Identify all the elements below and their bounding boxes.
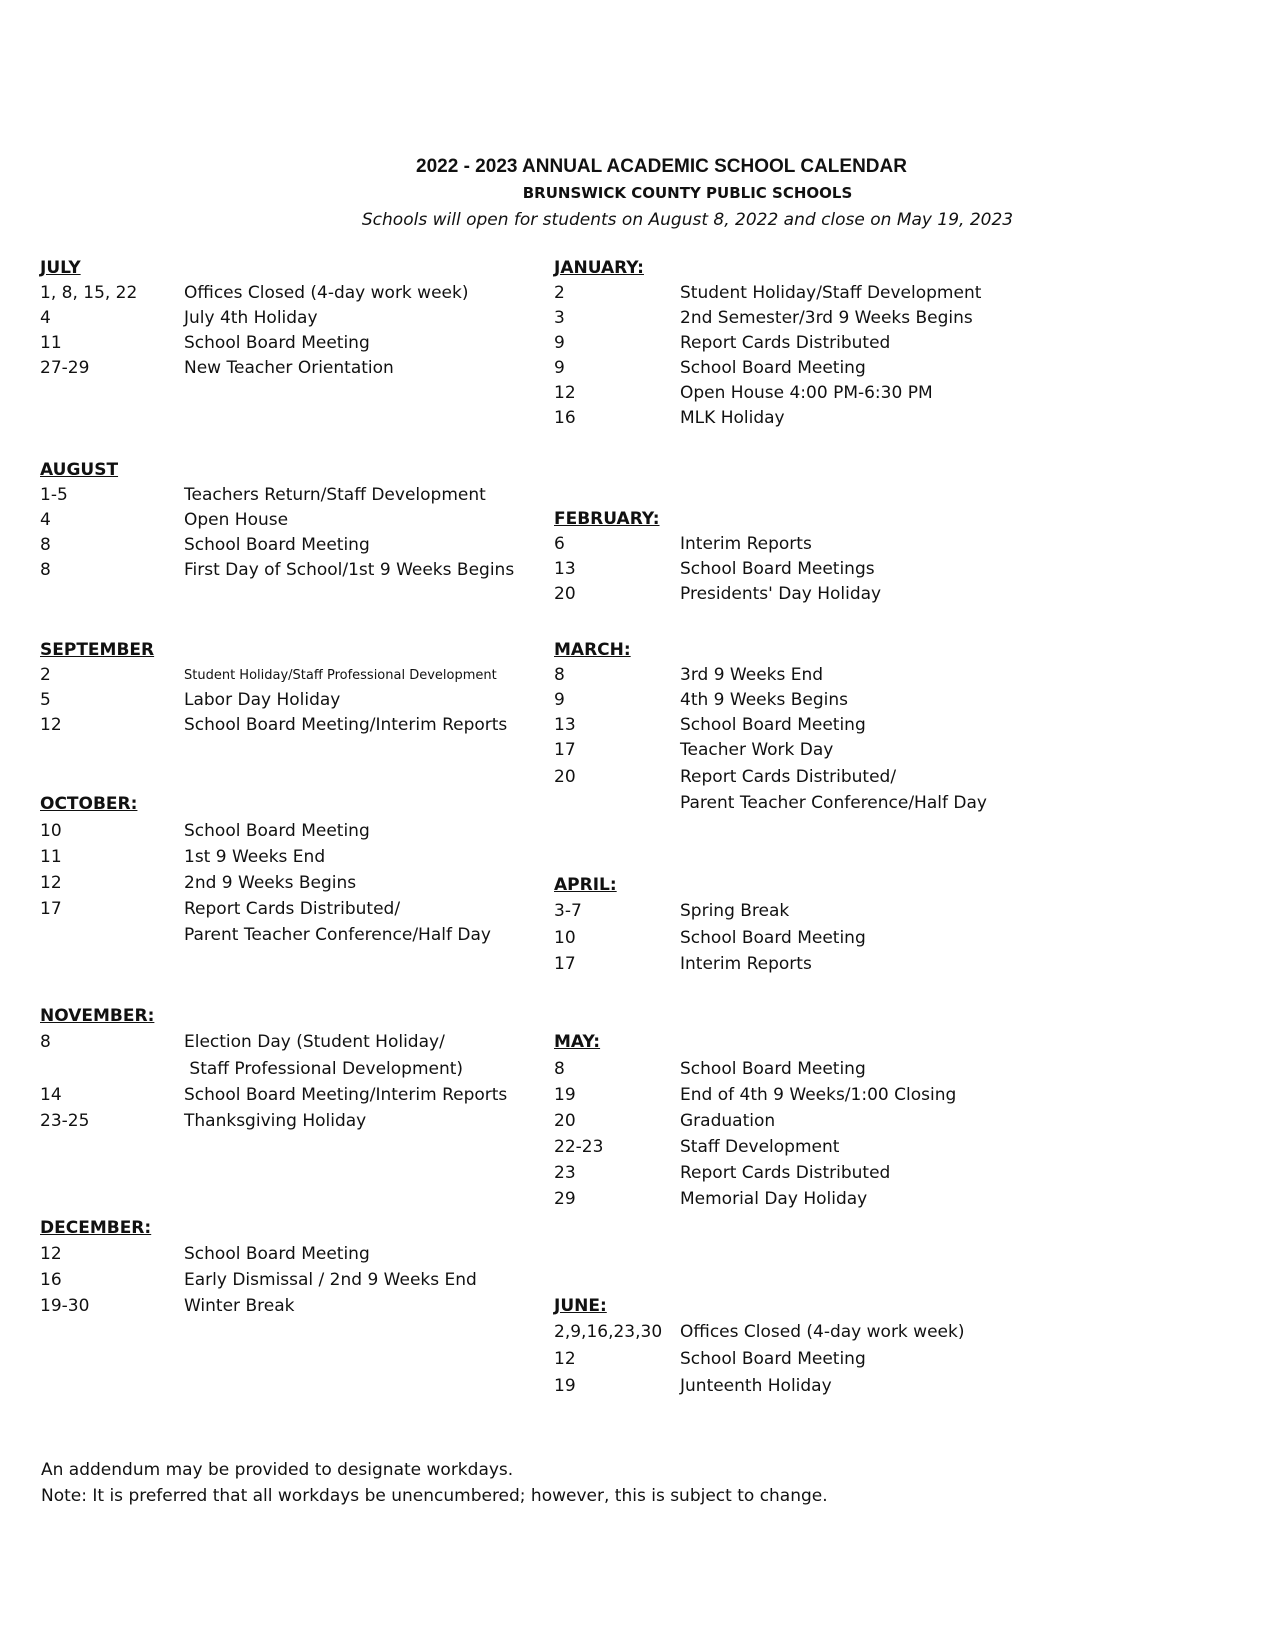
row-event: Report Cards Distributed [680,333,891,353]
row-date: 17 [554,954,576,974]
row-date: 9 [554,333,565,353]
row-date: 8 [40,1032,51,1052]
row-date: 17 [40,899,62,919]
row-date: 10 [40,821,62,841]
row-event: Early Dismissal / 2nd 9 Weeks End [184,1270,477,1290]
row-date: 20 [554,1111,576,1131]
row-date: 16 [40,1270,62,1290]
row-date: 2,9,16,23,30 [554,1322,663,1342]
row-date: 14 [40,1085,62,1105]
row-date: 8 [40,535,51,555]
row-event: School Board Meetings [680,559,875,579]
row-date: 8 [554,1059,565,1079]
month-heading: APRIL: [554,875,617,895]
row-event: School Board Meeting [680,358,866,378]
row-event: July 4th Holiday [184,308,318,328]
row-date: 19 [554,1376,576,1396]
row-date: 12 [40,715,62,735]
row-event: Report Cards Distributed/ [184,899,401,919]
row-date: 17 [554,740,576,760]
row-date: 12 [40,1244,62,1264]
row-date: 23-25 [40,1111,90,1131]
row-event: School Board Meeting [184,821,370,841]
row-date: 9 [554,358,565,378]
row-event: Election Day (Student Holiday/ [184,1032,445,1052]
row-event: Staff Development [680,1137,840,1157]
month-heading: OCTOBER: [40,794,138,814]
row-event: 4th 9 Weeks Begins [680,690,848,710]
row-event: Winter Break [184,1296,295,1316]
row-event: Report Cards Distributed [680,1163,891,1183]
row-date: 3-7 [554,901,582,921]
row-event: Offices Closed (4-day work week) [184,283,469,303]
row-date: 8 [554,665,565,685]
row-event: 2nd 9 Weeks Begins [184,873,357,893]
row-date: 29 [554,1189,576,1209]
row-event: Interim Reports [680,954,812,974]
row-event: Thanksgiving Holiday [184,1111,367,1131]
row-date: 22-23 [554,1137,604,1157]
row-date: 11 [40,847,62,867]
row-date: 4 [40,308,51,328]
row-event: School Board Meeting/Interim Reports [184,1085,508,1105]
workdays-note: Note: It is preferred that all workdays be unencumbered; however, this is subject to change. [41,1486,828,1506]
row-event: School Board Meeting [680,928,866,948]
month-heading: DECEMBER: [40,1218,152,1238]
row-event: School Board Meeting [184,333,370,353]
row-event: Presidents' Day Holiday [680,584,882,604]
row-event: Offices Closed (4-day work week) [680,1322,965,1342]
row-date: 2 [40,665,51,685]
row-date: 8 [40,560,51,580]
row-date: 13 [554,715,576,735]
month-heading: FEBRUARY: [554,509,660,529]
row-date: 12 [40,873,62,893]
row-event: Labor Day Holiday [184,690,341,710]
row-date: 6 [554,534,565,554]
row-date: 2 [554,283,565,303]
row-event: MLK Holiday [680,408,785,428]
row-event: Spring Break [680,901,790,921]
row-date: 10 [554,928,576,948]
row-date: 12 [554,383,576,403]
row-date: 20 [554,584,576,604]
row-date: 9 [554,690,565,710]
row-date: 3 [554,308,565,328]
row-event: New Teacher Orientation [184,358,394,378]
row-event: Interim Reports [680,534,812,554]
row-event: Memorial Day Holiday [680,1189,868,1209]
row-event: First Day of School/1st 9 Weeks Begins [184,560,515,580]
row-event: Student Holiday/Staff Professional Development [184,668,497,683]
row-date: 19 [554,1085,576,1105]
row-event: 3rd 9 Weeks End [680,665,824,685]
row-date: 16 [554,408,576,428]
row-event: Graduation [680,1111,776,1131]
row-event: Report Cards Distributed/ [680,767,897,787]
row-event: School Board Meeting [184,1244,370,1264]
row-date: 23 [554,1163,576,1183]
row-date: 5 [40,690,51,710]
month-heading: NOVEMBER: [40,1006,155,1026]
row-event: 1st 9 Weeks End [184,847,326,867]
row-event: End of 4th 9 Weeks/1:00 Closing [680,1085,957,1105]
row-date: 20 [554,767,576,787]
row-date: 19-30 [40,1296,90,1316]
row-event: School Board Meeting [680,715,866,735]
month-heading: JULY [40,258,81,278]
row-event: School Board Meeting/Interim Reports [184,715,508,735]
addendum-note: An addendum may be provided to designate workdays. [41,1460,514,1480]
row-event-continued: Parent Teacher Conference/Half Day [680,793,987,813]
row-event: School Board Meeting [680,1349,866,1369]
row-date: 12 [554,1349,576,1369]
month-heading: AUGUST [40,460,119,480]
month-heading: MARCH: [554,640,631,660]
row-date: 4 [40,510,51,530]
row-event: Student Holiday/Staff Development [680,283,982,303]
row-date: 1-5 [40,485,68,505]
row-event: 2nd Semester/3rd 9 Weeks Begins [680,308,973,328]
row-event: Open House [184,510,289,530]
row-date: 1, 8, 15, 22 [40,283,138,303]
row-date: 11 [40,333,62,353]
row-event: Open House 4:00 PM-6:30 PM [680,383,933,403]
month-heading: MAY: [554,1032,601,1052]
month-heading: SEPTEMBER [40,640,155,660]
row-event-continued: Staff Professional Development) [184,1059,464,1079]
month-heading: JANUARY: [554,258,644,278]
row-date: 27-29 [40,358,90,378]
row-event: School Board Meeting [680,1059,866,1079]
row-event: Teacher Work Day [680,740,834,760]
calendar-title: 2022 - 2023 ANNUAL ACADEMIC SCHOOL CALENDAR [416,156,907,177]
row-event-continued: Parent Teacher Conference/Half Day [184,925,491,945]
month-heading: JUNE: [554,1296,607,1316]
row-date: 13 [554,559,576,579]
open-close-note: Schools will open for students on August 8, 2022 and close on May 19, 2023 [361,210,1014,230]
row-event: Teachers Return/Staff Development [184,485,486,505]
row-event: Junteenth Holiday [680,1376,832,1396]
district-name: BRUNSWICK COUNTY PUBLIC SCHOOLS [522,184,853,202]
row-event: School Board Meeting [184,535,370,555]
